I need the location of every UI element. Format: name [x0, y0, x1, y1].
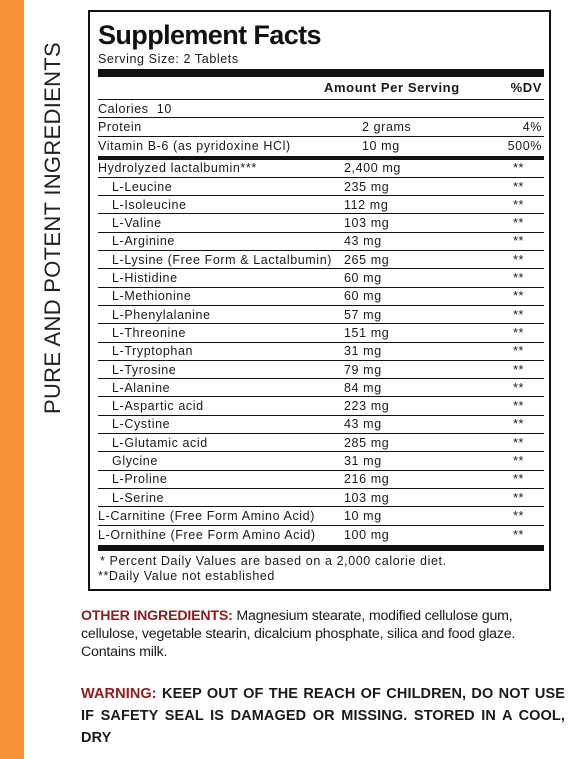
nutrient-name: L-Cystine — [112, 417, 171, 432]
nutrient-name: Glycine — [112, 453, 158, 468]
nutrient-dv: ** — [513, 216, 524, 231]
table-row — [98, 471, 544, 489]
other-ingredients — [81, 607, 561, 661]
nutrient-amount: 43 mg — [344, 417, 382, 432]
nutrient-dv: ** — [513, 325, 524, 340]
table-row — [98, 361, 544, 379]
facts-title: Supplement Facts — [98, 20, 321, 50]
table-row — [98, 379, 544, 397]
nutrient-amount: 84 mg — [344, 380, 382, 395]
nutrient-name: L-Valine — [112, 216, 162, 231]
nutrient-dv: ** — [513, 197, 524, 212]
nutrient-dv: ** — [513, 490, 524, 505]
nutrient-dv: ** — [513, 472, 524, 487]
table-row — [98, 452, 544, 470]
nutrient-name: L-Tryptophan — [112, 344, 194, 359]
nutrient-amount: 57 mg — [344, 307, 382, 322]
nutrient-dv: ** — [513, 344, 524, 359]
table-row — [98, 233, 544, 251]
nutrient-amount: 100 mg — [344, 527, 390, 542]
nutrient-name: L-Serine — [112, 490, 165, 505]
nutrient-dv: ** — [513, 399, 524, 414]
table-row — [98, 489, 544, 507]
nutrient-amount: 60 mg — [344, 289, 382, 304]
nutrient-dv: ** — [513, 289, 524, 304]
nutrient-amount: 79 mg — [344, 362, 382, 377]
header-dv: %DV — [510, 80, 542, 95]
warning-text: KEEP OUT OF THE REACH OF CHILDREN, DO NOT USE IF SAFETY SEAL IS DAMAGED OR MISSING. STORED IN A COOL, DRY — [81, 686, 565, 746]
nutrient-dv: ** — [513, 271, 524, 286]
nutrient-dv: ** — [513, 508, 524, 523]
nutrient-dv: ** — [513, 417, 524, 432]
footnote-dv-not-established: **Daily Value not established — [98, 568, 275, 583]
nutrient-amount: 2 grams — [362, 119, 412, 134]
nutrient-amount: 151 mg — [344, 325, 390, 340]
nutrient-dv: ** — [513, 234, 524, 249]
nutrient-name: L-Threonine — [112, 325, 187, 340]
nutrient-amount: 31 mg — [344, 344, 382, 359]
table-row — [98, 306, 544, 324]
table-row — [98, 269, 544, 287]
nutrient-amount: 216 mg — [344, 472, 390, 487]
table-row — [98, 526, 544, 544]
nutrient-dv: 4% — [522, 119, 542, 134]
calories-label: Calories 10 — [98, 101, 172, 116]
nutrient-dv: ** — [513, 307, 524, 322]
side-label: PURE AND POTENT INGREDIENTS — [40, 42, 65, 414]
nutrient-amount: 10 mg — [344, 508, 382, 523]
nutrient-name: L-Glutamic acid — [112, 435, 208, 450]
table-header — [98, 77, 544, 100]
table-row — [98, 324, 544, 342]
table-row — [98, 343, 544, 361]
nutrient-dv: ** — [513, 252, 524, 267]
table-row — [98, 251, 544, 269]
nutrient-name: L-Histidine — [112, 271, 178, 286]
nutrient-dv: ** — [513, 161, 524, 176]
nutrient-name: L-Tyrosine — [112, 362, 177, 377]
nutrient-dv: ** — [513, 362, 524, 377]
nutrient-amount: 60 mg — [344, 271, 382, 286]
table-row — [98, 416, 544, 434]
nutrient-amount: 112 mg — [344, 197, 389, 212]
nutrient-name: L-Alanine — [112, 380, 171, 395]
table-row — [98, 288, 544, 306]
header-amount: Amount Per Serving — [324, 80, 460, 95]
table-row — [98, 118, 544, 136]
nutrient-name: L-Leucine — [112, 179, 173, 194]
supplement-facts-panel — [88, 10, 551, 591]
table-row — [98, 160, 544, 178]
table-row — [98, 196, 544, 214]
nutrient-name: L-Phenylalanine — [112, 307, 211, 322]
nutrient-amount: 103 mg — [344, 216, 390, 231]
bottom-divider — [98, 545, 544, 551]
table-row — [98, 507, 544, 525]
warning — [81, 683, 565, 749]
nutrient-amount: 10 mg — [362, 139, 400, 154]
table-row — [98, 397, 544, 415]
nutrient-name: L-Carnitine (Free Form Amino Acid) — [98, 508, 315, 523]
other-ingredients-label: OTHER INGREDIENTS: — [81, 608, 233, 624]
nutrient-dv: 500% — [507, 139, 542, 154]
thick-divider — [98, 69, 544, 77]
nutrient-dv: ** — [513, 527, 524, 542]
table-row — [98, 434, 544, 452]
nutrient-amount: 31 mg — [344, 453, 382, 468]
table-row — [98, 214, 544, 232]
nutrient-name: Hydrolyzed lactalbumin*** — [98, 161, 257, 176]
table-row — [98, 178, 544, 196]
serving-size: Serving Size: 2 Tablets — [98, 52, 239, 66]
nutrient-name: L-Arginine — [112, 234, 175, 249]
nutrient-amount: 223 mg — [344, 399, 390, 414]
nutrient-amount: 235 mg — [344, 179, 390, 194]
calories-row — [98, 100, 544, 118]
nutrient-name: L-Ornithine (Free Form Amino Acid) — [98, 527, 316, 542]
nutrient-name: L-Methionine — [112, 289, 192, 304]
nutrient-name: Vitamin B-6 (as pyridoxine HCl) — [98, 139, 291, 154]
nutrient-name: L-Aspartic acid — [112, 399, 204, 414]
nutrient-amount: 285 mg — [344, 435, 390, 450]
nutrient-amount: 2,400 mg — [344, 161, 401, 176]
nutrient-name: L-Isoleucine — [112, 197, 187, 212]
table-row — [98, 137, 544, 157]
nutrient-dv: ** — [513, 380, 524, 395]
nutrient-name: L-Lysine (Free Form & Lactalbumin) — [112, 252, 333, 267]
nutrient-dv: ** — [513, 453, 524, 468]
nutrient-dv: ** — [513, 435, 524, 450]
orange-accent-strip — [0, 0, 24, 759]
warning-label: WARNING: — [81, 686, 157, 702]
nutrient-dv: ** — [513, 179, 524, 194]
nutrient-name: L-Proline — [112, 472, 168, 487]
nutrient-amount: 265 mg — [344, 252, 390, 267]
nutrient-amount: 103 mg — [344, 490, 390, 505]
nutrient-name: Protein — [98, 119, 142, 134]
footnote-percent-dv: * Percent Daily Values are based on a 2,000 calorie diet. — [100, 553, 447, 568]
other-ingredients-text: Magnesium stearate, modified cellulose gum, cellulose, vegetable stearin, dicalcium phosphate, silica and food glaze. Contains milk. — [81, 608, 516, 660]
nutrient-amount: 43 mg — [344, 234, 382, 249]
